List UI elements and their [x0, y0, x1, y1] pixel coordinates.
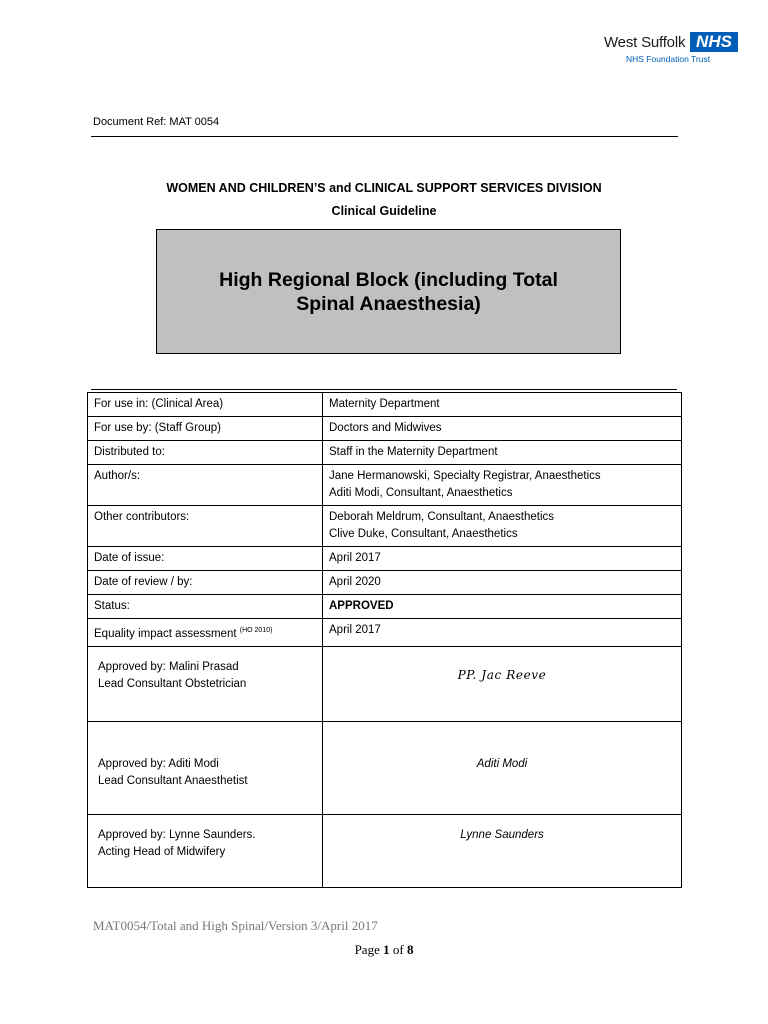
approver-cell [88, 721, 323, 814]
row-label: Other contributors: [88, 506, 323, 547]
nhs-logo [604, 32, 744, 68]
row-label [88, 619, 323, 647]
row-value [323, 465, 682, 506]
signature: Aditi Modi [476, 757, 528, 770]
signature-cell [323, 721, 682, 814]
row-value: Maternity Department [323, 393, 682, 417]
author-line: Aditi Modi, Consultant, Anaesthetics [329, 487, 513, 499]
signature: PP. Jac Reeve [457, 667, 547, 682]
row-value: April 2020 [323, 571, 682, 595]
table-top-rule [91, 389, 677, 390]
footer-document-line: MAT0054/Total and High Spinal/Version 3/April 2017 [93, 918, 378, 933]
approver-role: Lead Consultant Obstetrician [98, 677, 247, 690]
approver-name: Approved by: Aditi Modi [98, 757, 219, 770]
approver-role: Lead Consultant Anaesthetist [98, 774, 248, 787]
contributor-line: Clive Duke, Consultant, Anaesthetics [329, 528, 518, 540]
approver-role: Acting Head of Midwifery [98, 845, 226, 858]
equality-superscript: (HO 2010) [239, 627, 273, 634]
division-heading: WOMEN AND CHILDREN’S and CLINICAL SUPPORT SERVICES DIVISION [166, 181, 602, 195]
signature: Lynne Saunders [460, 828, 544, 841]
row-value: April 2017 [323, 547, 682, 571]
approver-cell [88, 646, 323, 721]
page-of: of [392, 942, 404, 957]
row-label: For use in: (Clinical Area) [88, 393, 323, 417]
table-row [88, 417, 682, 441]
table-row [88, 393, 682, 417]
page-number [0, 942, 768, 958]
signature-cell [323, 646, 682, 721]
header-rule [91, 136, 678, 137]
row-value: April 2017 [323, 619, 682, 647]
row-label: For use by: (Staff Group) [88, 417, 323, 441]
equality-label: Equality impact assessment [94, 627, 237, 640]
document-title: High Regional Block (including Total Spinal Anaesthesia) [219, 268, 558, 315]
table-row [88, 571, 682, 595]
approver-name: Approved by: Lynne Saunders. [98, 828, 256, 841]
approval-row [88, 646, 682, 721]
approver-name: Approved by: Malini Prasad [98, 660, 239, 673]
logo-trust-subtitle: NHS Foundation Trust [626, 54, 711, 64]
signature-cell [323, 814, 682, 887]
row-label: Status: [88, 595, 323, 619]
title-box [156, 229, 621, 354]
page-word: Page [354, 942, 380, 957]
table-row [88, 547, 682, 571]
approver-cell [88, 814, 323, 887]
table-row [88, 506, 682, 547]
table-row [88, 619, 682, 647]
table-row [88, 465, 682, 506]
row-label: Date of review / by: [88, 571, 323, 595]
row-label: Date of issue: [88, 547, 323, 571]
approval-row [88, 814, 682, 887]
page-total: 8 [406, 942, 414, 957]
document-info-table [87, 392, 682, 888]
table-row [88, 441, 682, 465]
status-value: APPROVED [323, 595, 682, 619]
document-ref: Document Ref: MAT 0054 [93, 116, 220, 128]
row-value [323, 506, 682, 547]
page-current: 1 [383, 942, 390, 957]
guideline-type: Clinical Guideline [331, 204, 437, 218]
contributor-line: Deborah Meldrum, Consultant, Anaesthetics [329, 511, 555, 523]
nhs-badge: NHS [690, 32, 738, 52]
approval-row [88, 721, 682, 814]
row-label: Distributed to: [88, 441, 323, 465]
row-value: Doctors and Midwives [323, 417, 682, 441]
table-row [88, 595, 682, 619]
author-line: Jane Hermanowski, Specialty Registrar, Anaesthetics [329, 470, 601, 482]
row-label: Author/s: [88, 465, 323, 506]
row-value: Staff in the Maternity Department [323, 441, 682, 465]
logo-trust-name: West Suffolk [604, 34, 686, 51]
